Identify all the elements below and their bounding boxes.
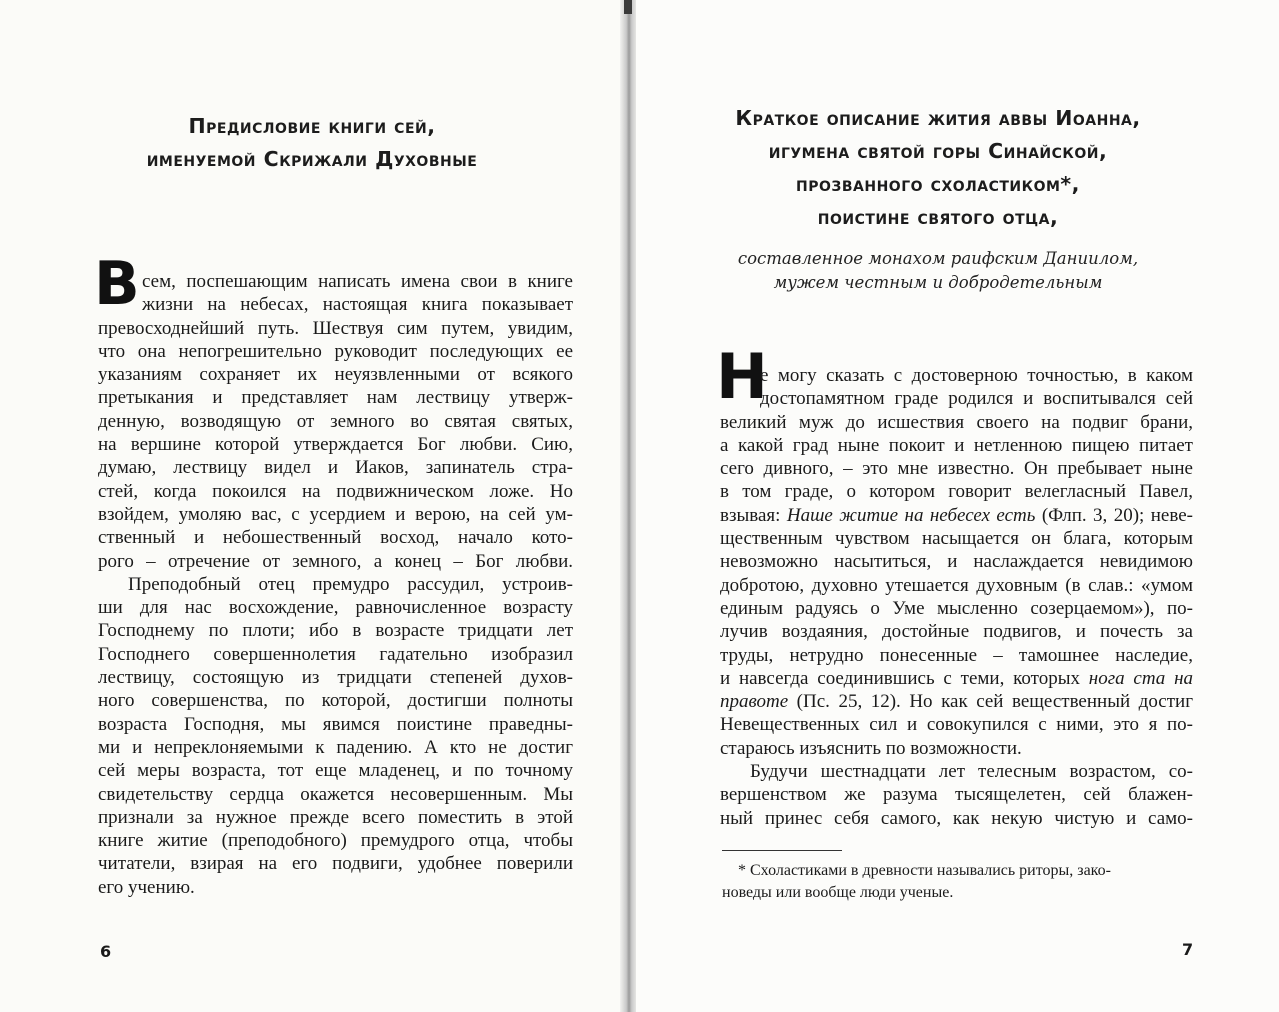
text-line: ный принес себя самого, как некую чистую и само-: [720, 807, 1193, 829]
subheading-line: мужем честным и добродетельным: [773, 273, 1103, 292]
drop-cap: В: [94, 249, 140, 319]
text-line: достопамятном граде родился и воспитывался сей: [760, 388, 1193, 410]
footnote-line: новеды или вообще люди ученые.: [722, 884, 954, 901]
text-line: возраста Господня, мы явимся поистине праведны-: [98, 713, 573, 735]
heading-line: поистине святого отца,: [817, 205, 1059, 229]
text-line: великий муж до исшествия своего на подвиг брани,: [720, 411, 1193, 433]
text-line: стараюсь изъяснить по возможности.: [720, 737, 1022, 759]
quotation: нога ста на: [1088, 667, 1193, 689]
text-segment: (Флп. 3, 20); неве-: [1035, 504, 1193, 526]
text-line: ши для нас восхождение, равночисленное возрасту: [98, 597, 573, 619]
text-line: взойдем, умоляю вас, с усердием и верою, на сей ум-: [98, 503, 573, 525]
heading-line: прозванного схоластиком*,: [796, 172, 1080, 196]
footnote-rule: [722, 850, 842, 851]
text-line: указаниям сохраняет их неуязвленными от всякого: [98, 364, 573, 386]
heading-line: игумена святой горы Синайской,: [768, 139, 1108, 163]
heading-line: Краткое описание жития аввы Иоанна,: [735, 106, 1141, 130]
text-line: ственный и небошественный восход, начало кото-: [98, 527, 573, 549]
text-line: добротою, духовно утешается духовным (в слав.: «умом: [720, 574, 1193, 596]
text-line: ми и непреклоняемыми к падению. А кто не достиг: [98, 736, 573, 758]
right-page-heading: [636, 102, 1240, 234]
text-line: на вершине которой утверждается Бог любви. Сию,: [98, 434, 573, 456]
text-line: щественным чувством насыщается он блага, которым: [720, 528, 1193, 550]
text-line: единым радуясь о Уме мысленно созерцаемом»), по-: [720, 597, 1193, 619]
text-line: превосходнейший путь. Шествуя сим путем, увидим,: [98, 317, 573, 339]
text-line: Господнего совершеннолетия гадательно изобразил: [98, 643, 573, 665]
text-line: думаю, лествицу видел и Иаков, запинатель стра-: [98, 457, 573, 479]
text-line: сего дивного, – это мне известно. Он пребывает ныне: [720, 458, 1193, 480]
footnote: [722, 860, 1192, 904]
text-line: денную, возводящую от земного во святая святых,: [98, 410, 573, 432]
text-line: невозможно насытиться, и наслаждается невидимою: [720, 551, 1193, 573]
text-line: сей меры возраста, тот еще младенец, и по точному: [98, 760, 573, 782]
text-line: [720, 504, 1193, 527]
heading-line: Предисловие книги сей,: [188, 114, 436, 138]
text-line: лучив воздаяния, достойные подвигов, и почесть за: [720, 621, 1193, 643]
text-line: жизни на небесах, настоящая книга показывает: [142, 294, 573, 316]
right-page: [636, 0, 1279, 1012]
left-page-body: [98, 270, 573, 899]
text-line: Невещественных сил и совокупился с ними, это я по-: [720, 714, 1193, 736]
text-line: признали за нужное прежде всего поместить в этой: [98, 806, 573, 828]
text-line: стей, когда покоился на подвижническом ложе. Но: [98, 480, 573, 502]
quotation: правоте: [720, 691, 789, 713]
right-page-body: [720, 364, 1193, 830]
gutter-shadow: [624, 0, 632, 14]
text-line: в том граде, о котором говорит велегласный Павел,: [720, 481, 1193, 503]
page-number: 7: [1182, 940, 1194, 959]
text-line: Господнему по плоти; ибо в возрасте тридцати лет: [98, 620, 573, 642]
text-line: труды, нетрудно понесенные – тамошнее наследие,: [720, 644, 1193, 666]
text-line: что она непогрешительно руководит последующих ее: [98, 340, 573, 362]
text-line: свидетельству сердца окажется несовершенным. Мы: [98, 783, 573, 805]
text-line: книге житие (преподобного) премудрого отца, чтобы: [98, 830, 573, 852]
text-line: рого – отречение от земного, а конец – Бог любви.: [98, 550, 573, 572]
text-line: его учению.: [98, 876, 195, 898]
text-segment: взывая:: [720, 504, 787, 526]
footnote-line: * Схоластиками в древности назывались риторы, зако-: [738, 862, 1111, 879]
drop-cap: Н: [716, 340, 768, 413]
text-line: вершенством же разума тысящелетен, сей блажен-: [720, 784, 1193, 806]
heading-line: именуемой Скрижали Духовные: [146, 147, 478, 171]
page-number: 6: [100, 942, 112, 961]
subheading-line: составленное монахом раифским Даниилом,: [737, 249, 1139, 268]
text-line: ного совершенства, по которой, достигши полноты: [98, 690, 573, 712]
text-line: Будучи шестнадцати лет телесным возрастом, со-: [750, 761, 1193, 783]
text-line: сем, поспешающим написать имена свои в книге: [142, 271, 573, 292]
text-line: лествицу, состоящую из тридцати степеней духов-: [98, 667, 573, 689]
text-line: претыкания и представляет нам лествицу утверж-: [98, 387, 573, 409]
text-segment: (Пс. 25, 12). Но как сей вещественный достиг: [788, 691, 1193, 713]
text-line: е могу сказать с достоверною точностью, в каком: [760, 365, 1193, 386]
right-page-subheading: [636, 247, 1240, 295]
text-segment: и навсегда соединившись с теми, которых: [720, 667, 1089, 689]
text-line: [720, 690, 1193, 713]
text-line: Преподобный отец премудро рассудил, устроив-: [128, 573, 573, 595]
left-page-heading: [0, 110, 624, 176]
text-line: [720, 667, 1193, 690]
left-page: [0, 0, 624, 1012]
text-line: читатели, взирая на его подвиги, удобнее поверили: [98, 853, 573, 875]
quotation: Наше житие на небесех есть: [786, 504, 1036, 526]
text-line: а какой град ныне покоит и нетленною пищею питает: [720, 434, 1193, 456]
